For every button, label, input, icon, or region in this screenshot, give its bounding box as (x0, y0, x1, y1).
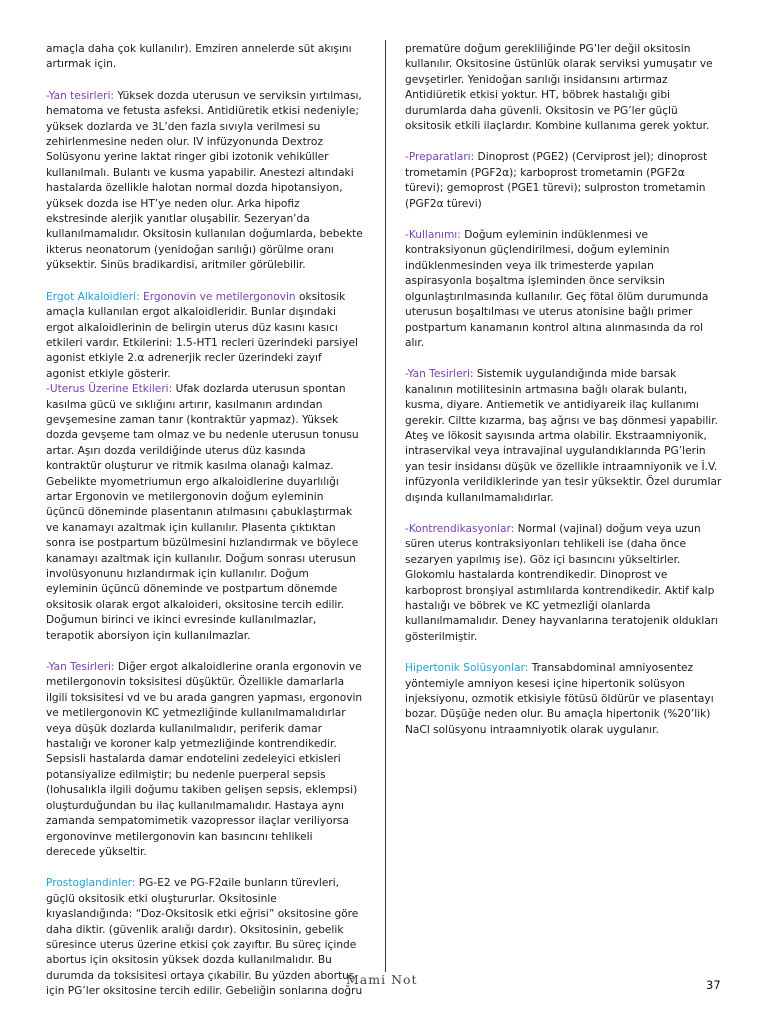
body-text: oksitosik amaçla kullanılan ergot alkaloidleridir. Bunlar dışındaki ergot alkaloidlerinin de belirgin uterus düz kasını kasıcı etkileri vardır. Etkilerini: 1.5-HT1 recleri üzerindeki parsiyel agonist etkiyle 2.α adrenerjik recler üzerindeki zayıf agonist etkiyle gösterir. (46, 290, 358, 380)
subsection-heading: -Kontrendikasyonlar: (405, 522, 515, 535)
body-text: Dinoprost (PGE2) (Cerviprost jel); dinoprost trometamin (PGF2α); karboprost trometamin (PGF2α türevi); gemoprost (PGE1 türevi); sulproston trometamin (PGF2α türevi) (405, 151, 708, 210)
paragraph (405, 150, 723, 212)
paragraph (46, 382, 364, 644)
subsection-heading: -Preparatları: (405, 151, 475, 164)
body-text: amaçla daha çok kullanılır). Emziren annelerde süt akışını artırmak için. (46, 43, 352, 71)
section-heading: Prostoglandinler: (46, 877, 136, 890)
paragraph (46, 876, 364, 999)
subsection-heading: -Yan Tesirleri: (46, 661, 115, 674)
body-text: Transabdominal amniyosentez yöntemiyle amniyon kesesi içine hipertonik solüsyon injeksiyonu, ozmotik etkisiyle fötüsü öldürür ve plasentayı bozar. Düşüğe neden olur. Bu amaçla hipertonik (%20’lik) NaCl solüsyonu intraamniyotik olarak uygulanır. (405, 662, 714, 736)
footer-brand: Mami Not (346, 972, 418, 987)
paragraph (46, 42, 364, 73)
paragraph (405, 42, 723, 134)
paragraph (405, 228, 723, 351)
body-text: Yüksek dozda uterusun ve serviksin yırtılması, hematoma ve fetusta asfeksi. Antidiüretik etkisi nedeniyle; yüksek dozlarda ve 3L’den fazla sıvıyla verilmesi su zehirlenmesine neden olur. IV infüzyonunda Dextroz Solüsyonu yerine laktat ringer gibi izotonik vehiküller kullanılmalı. Bulantı ve kusma yapabilir. Anestezi altındaki hastalarda özellikle halotan normal dozda hipotansiyon, yüksek dozda ise HT’ye neden olur. Arka hipofiz ekstresinde alerjik yanıtlar oluşabilir. Sezeryan’da kullanılmamalıdır. Oksitosin kullanılan doğumlarda, bebekte ikterus neonatorum (yenidoğan sarılığı) görülme oranı yüksektir. Sinüs bradikardisi, aritmiler görülebilir. (46, 89, 363, 272)
section-heading: Ergot Alkaloidleri: (46, 290, 140, 303)
subsection-heading: Ergonovin ve metilergonovin (139, 290, 296, 303)
column-divider (385, 40, 386, 972)
paragraph (405, 367, 723, 506)
body-text: Diğer ergot alkaloidlerine oranla ergonovin ve metilergonovin toksisitesi düşüktür. Özellikle damarlarla ilgili toksisitesi vd ve bu arada gangren yapması, ergonovin ve metilergonovin KC yetmezliğinde kullanılmamalıdırlar veya düşük dozlarda kullanılmalıdır, periferik damar hastalığı ve koroner kalp yetmezliğinde kontrendikedir. Sepsisli hastalarda damar endotelini zedeleyici etkisleri potansiyalize edilmiştir; bu nedenle puerperal sepsis (lohusalıkla ilgili doğumu takiben gelişen sepsis, eklempsi) oluşturduğundan bu ilaç kullanılmamalıdır. Hastaya aynı zamanda sempatomimetik vazopressor ilaçlar veriliyorsa ergonovinve metilergonovin kan basıncını tehlikeli derecede yükseltir. (46, 661, 363, 858)
body-text: Ufak dozlarda uterusun spontan kasılma gücü ve sıklığını artırır, kasılmanın ardından gevşemesine zaman tanır (kontraktür yapmaz). Yüksek dozda gevşeme tam olmaz ve bu nedenle uterusun tonusu artar. Aşırı dozda verildiğinde uterus düz kasında kontraktür oluşturur ve ritmik kasılma olanağı kalmaz. Gebelikte myometriumun ergo alkaloidlerine duyarlılığı artar Ergonovin ve metilergonovin doğum eyleminin üçüncü döneminde plasentanın atılmasını çabuklaştırmak ve kanamayı azaltmak için kullanılır. Plasenta çıktıktan sonra ise postpartum büzülmesini hızlandırmak ve böylece kanamayı azaltmak için kullanılır. Doğum sonrası uterusun involüsyonunu hızlandırmak için kullanılır. Doğum eyleminin üçüncü döneminde ve postpartum dönemde oksitosik olarak ergot alkaloideri, oksitosine tercih edilir. Doğumun birinci ve ikinci evresinde kullanılmazlar, terapotik aborsiyon için kullanılmazlar. (46, 383, 359, 642)
body-text: Normal (vajinal) doğum veya uzun süren uterus kontraksiyonları tehlikeli ise (daha önce sezaryen yapılmış ise). Göz içi basıncını yükseltirler. Glokomlu hastalarda kontrendikedir. Dinoprost ve karboprost bronşiyal astımlılarda kontrendikedir. Aktif kalp hastalığı ve böbrek ve KC yetmezliği olanlarda kullanılmamalıdır. Deney hayvanlarına teratojenik oldukları gösterilmiştir. (405, 522, 719, 643)
paragraph (46, 89, 364, 274)
body-text: prematüre doğum gerekliliğinde PG’ler değil oksitosin kullanılır. Oksitosine üstünlük olarak serviksi yumuşatır ve gevşetirler. Yenidoğan sarılığı insidansını artırmaz Antidiüretik etkisi yoktur. HT, böbrek hastalığı gibi durumlarda daha güvenli. Oksitosin ve PG’ler güçlü oksitosik etkili ilaçlardır. Kombine kullanıma gerek yoktur. (405, 43, 713, 133)
paragraph (46, 660, 364, 860)
section-heading: Hipertonik Solüsyonlar: (405, 662, 529, 675)
body-text: Sistemik uygulandığında mide barsak kanalının motilitesinin artmasına bağlı olarak bulantı, kusma, diyare. Antiemetik ve antidiyareik ilaç kullanımı gerekir. Ciltte kızarma, baş ağrısı ve baş dönmesi yapabilir. Ateş ve lökosit sayısında artma olabilir. Ekstraamniyonik, intraservikal veya intravajinal uygulandıklarında PG’lerin yan tesir insidansı düşük ve özellikle intraamniyonik ve İ.V. infüzyonla verildiklerinde yan tesir yüksektir. Özel durumlar dışında kullanılmamalıdırlar. (405, 368, 722, 504)
subsection-heading: -Yan tesirleri: (46, 89, 114, 102)
paragraph (46, 290, 364, 382)
subsection-heading: -Kullanımı: (405, 229, 461, 242)
body-text: Doğum eyleminin indüklenmesi ve kontraksiyonun güçlendirilmesi, doğum eyleminin indüklenmesinden veya ilk trimesterde yapılan aspirasyonla boşaltma işleminden önce serviksin olgunlaştırılmasında kullanılır. Geç fötal ölüm durumunda uterusun boşaltılması ve uterus atonisine bağlı primer postpartum kanamanın kontrol altına alınmasında da rol alır. (405, 229, 709, 349)
right-column (405, 42, 723, 754)
subsection-heading: -Uterus Üzerine Etkileri: (46, 383, 173, 396)
paragraph (405, 661, 723, 738)
page-number: 37 (706, 978, 721, 992)
left-column (46, 42, 364, 1000)
paragraph (405, 522, 723, 645)
body-text: PG-E2 ve PG-F2αile bunların türevleri, güçlü oksitosik etki oluştururlar. Oksitosinle kıyaslandığında: “Doz-Oksitosik etki eğrisi” oksitosine göre daha diktir. (güvenlik aralığı dardır). Oksitosinin, gebelik süresince uterus üzerine etkisi çok zayıftır. Bu süreç içinde abortus için oksitosin yüksek dozda kullanılmalıdır. Bu durumda da toksisitesi ortaya çıkabilir. Bu yüzden abortus için PG’ler oksitosine tercih edilir. Gebeliğin sonlarına doğru (46, 877, 363, 998)
subsection-heading: -Yan Tesirleri: (405, 368, 474, 381)
